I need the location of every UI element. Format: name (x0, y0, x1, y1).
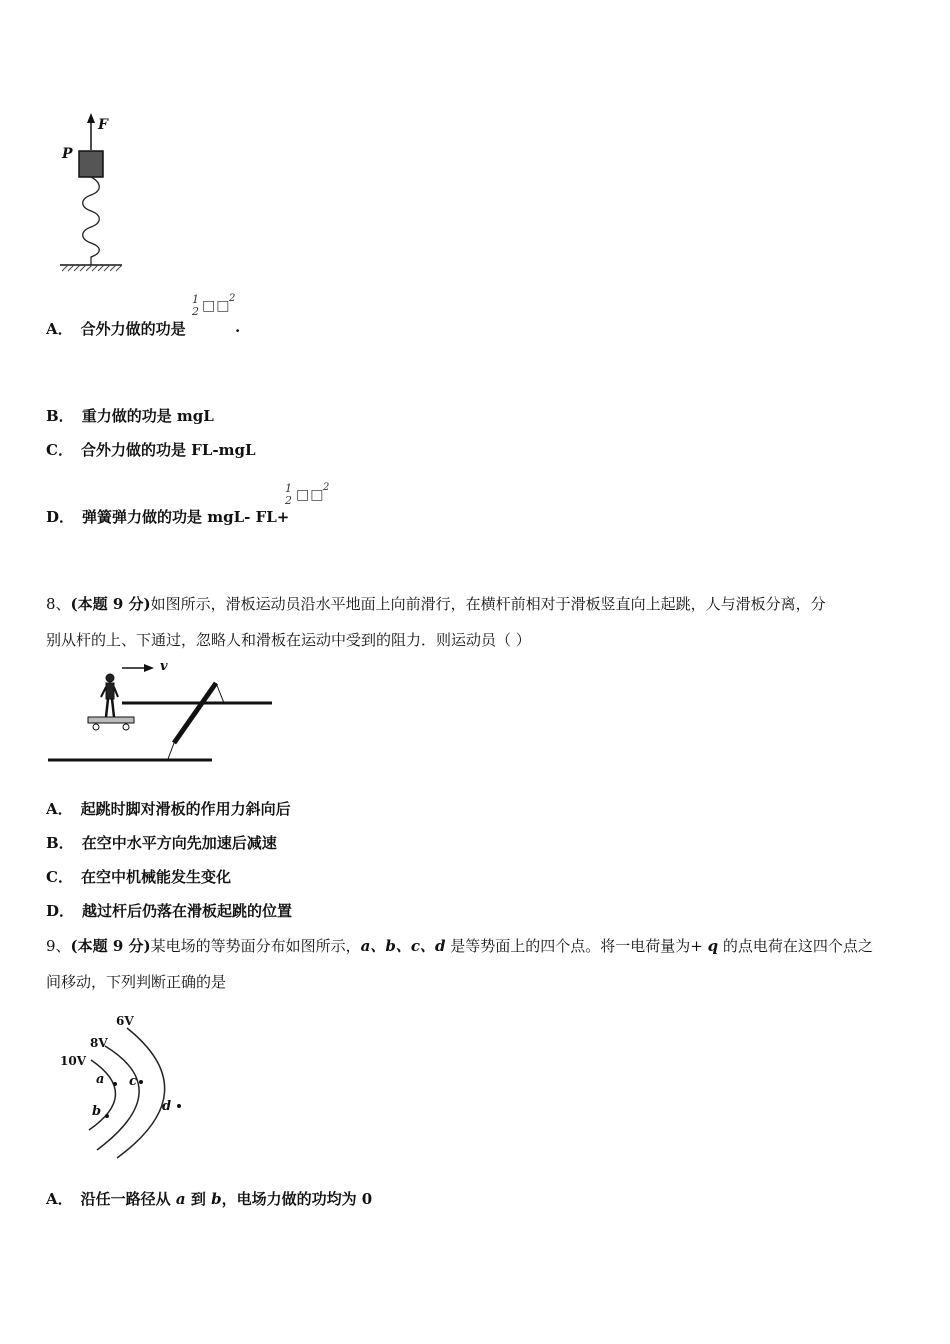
option-text: 合外力做的功是 FL-mgL (80, 441, 256, 459)
fraction-denominator: 2 (192, 305, 199, 318)
option-text: 合外力做的功是 (80, 320, 186, 338)
q9-charge: q (707, 937, 719, 955)
q8-text-line2: 别从杆的上、下通过，忽略人和滑板在运动中受到的阻力．则运动员（ ） (46, 631, 531, 649)
label-8v: 8V (90, 1036, 108, 1050)
wheel (123, 724, 129, 730)
equipotential-10v (89, 1060, 116, 1130)
option-letter: D． (46, 508, 75, 526)
force-arrowhead (87, 113, 95, 123)
wheel (93, 724, 99, 730)
option-text: 重力做的功是 mgL (81, 407, 214, 425)
option-text: 在空中机械能发生变化 (80, 868, 231, 886)
option-letter: C． (46, 441, 73, 459)
label-6v: 6V (116, 1014, 134, 1028)
option-text: 在空中水平方向先加速后减速 (81, 834, 277, 852)
slanted-pole (174, 683, 216, 743)
q7-option-c (46, 439, 256, 460)
point-b (105, 1114, 109, 1118)
option-letter: B． (46, 407, 74, 425)
q8-option-d (46, 900, 292, 921)
q8-number: 8、 (46, 595, 71, 613)
option-from: a (175, 1190, 186, 1208)
q9-number: 9、 (46, 937, 71, 955)
q8-header: (本题 9 分) (70, 595, 151, 613)
option-letter: B． (46, 834, 74, 852)
support-lower (168, 743, 180, 759)
fraction-numerator: 1 (285, 482, 292, 495)
velocity-label: v (160, 659, 168, 674)
point-d (177, 1104, 181, 1108)
q9-stem (46, 928, 908, 1000)
q8-option-a (46, 798, 291, 819)
q9-text-part3: 的点电荷在这四个点之 (718, 937, 873, 955)
option-letter: A． (46, 800, 73, 818)
option-letter: D． (46, 902, 75, 920)
q9-text-line2: 间移动，下列判断正确的是 (46, 973, 227, 991)
q7-a-period: . (235, 318, 241, 336)
option-letter: A． (46, 1190, 73, 1208)
q9-text-part1: 某电场的等势面分布如图所示， (150, 937, 361, 955)
spring (83, 177, 100, 265)
option-text-mid: 到 (185, 1190, 212, 1208)
block-label: P (62, 146, 73, 162)
q9-header: (本题 9 分) (70, 937, 151, 955)
label-b: b (92, 1104, 102, 1119)
option-letter: A． (46, 320, 73, 338)
q9-option-a (46, 1188, 372, 1209)
point-c (139, 1080, 143, 1084)
option-letter: C． (46, 868, 73, 886)
block-p (79, 151, 103, 177)
label-c: c (129, 1074, 137, 1089)
spring-block-figure (50, 95, 140, 275)
q7-option-d (46, 506, 289, 527)
q9-text-part2: 是等势面上的四个点。将一电荷量为+ (445, 937, 708, 955)
ground-hatch (62, 265, 122, 271)
option-text: 弹簧弹力做的功是 mgL- FL+ (82, 508, 290, 526)
label-a: a (96, 1072, 105, 1087)
q8-text-line1: 如图所示，滑板运动员沿水平地面上向前滑行，在横杆前相对于滑板竖直向上起跳，人与滑板分离，分 (150, 595, 826, 613)
option-to: b (211, 1190, 222, 1208)
fraction-numerator: 1 (192, 293, 199, 306)
q8-option-c (46, 866, 231, 887)
q7-a-missing-glyphs: □□ (202, 298, 231, 314)
equipotential-6v (117, 1028, 165, 1158)
skateboarder (101, 674, 118, 717)
equipotential-8v (97, 1046, 139, 1150)
label-d: d (162, 1099, 172, 1114)
force-label: F (98, 117, 108, 133)
q7-option-b (46, 405, 214, 426)
q8-stem (46, 586, 908, 658)
q7-a-exponent: 2 (229, 293, 236, 304)
option-text-pre: 沿任一路径从 (80, 1190, 176, 1208)
skateboard (88, 717, 134, 723)
q7-d-missing-glyphs: □□ (296, 487, 325, 503)
label-10v: 10V (60, 1054, 87, 1068)
velocity-arrowhead (144, 664, 154, 672)
q7-option-a (46, 318, 186, 339)
point-a (113, 1082, 117, 1086)
q8-option-b (46, 832, 277, 853)
option-text: 起跳时脚对滑板的作用力斜向后 (80, 800, 291, 818)
option-text: 越过杆后仍落在滑板起跳的位置 (82, 902, 293, 920)
fraction-denominator: 2 (285, 494, 292, 507)
q7-d-exponent: 2 (323, 482, 330, 493)
q9-points: a、b、c、d (360, 937, 446, 955)
option-text-post: ，电场力做的功均为 0 (221, 1190, 373, 1208)
